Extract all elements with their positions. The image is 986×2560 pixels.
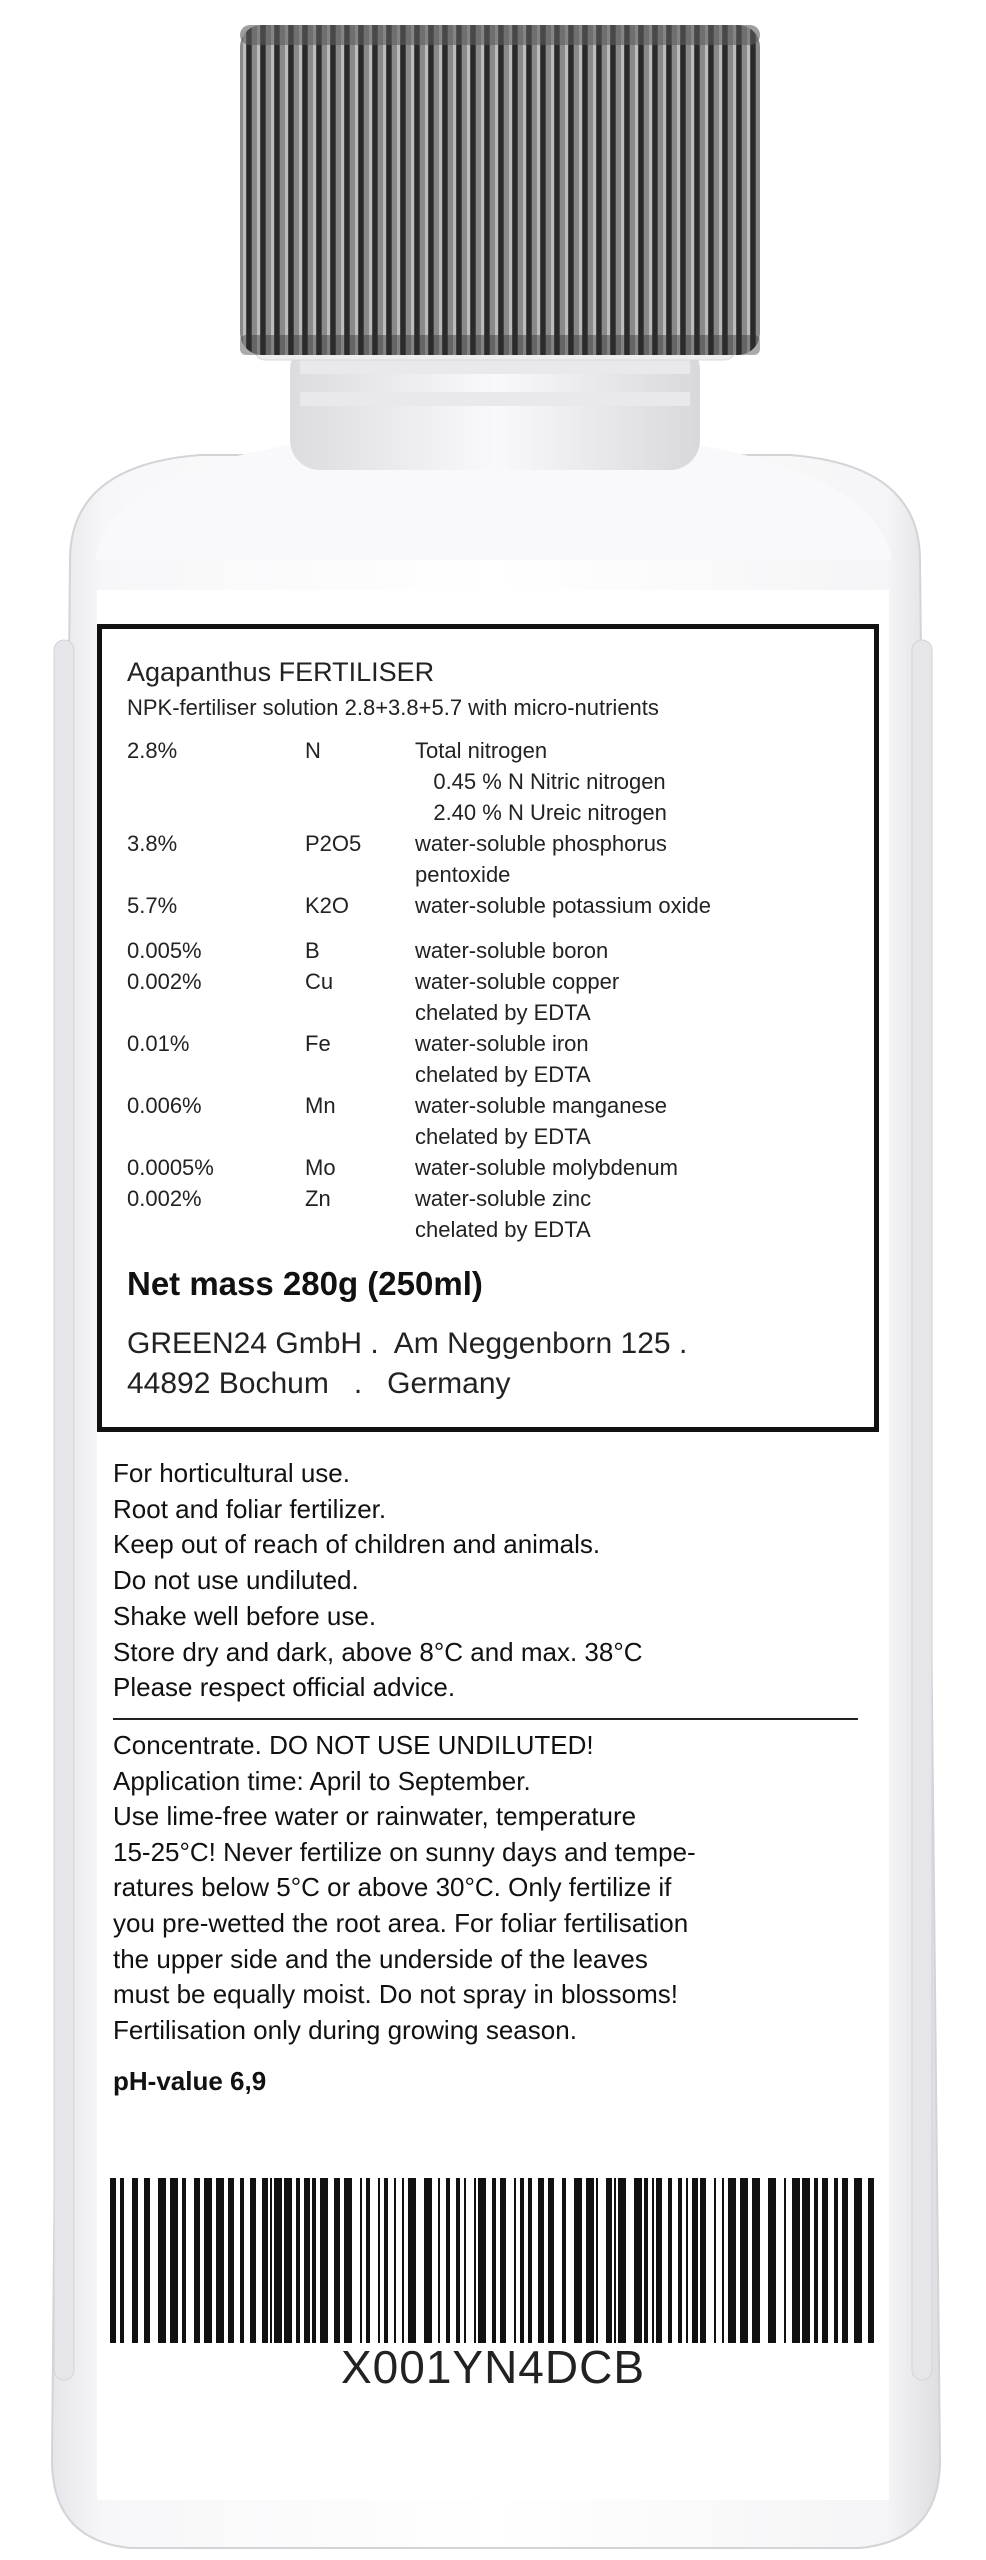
nutrient-percent: 0.005% — [127, 938, 202, 963]
barcode-bar — [408, 2178, 416, 2343]
nutrient-description: water-soluble potassium oxide — [415, 893, 711, 918]
nutrient-description: water-soluble zinc — [415, 1186, 592, 1211]
barcode-bar — [634, 2178, 642, 2343]
barcode-bar — [402, 2178, 404, 2343]
barcode-bar — [520, 2178, 524, 2343]
barcode-bar — [728, 2178, 736, 2343]
nutrient-symbol: Zn — [305, 1186, 331, 1211]
product-info-box — [97, 624, 879, 1432]
application-line: the upper side and the underside of the leaves — [113, 1943, 648, 1974]
address-line-2: 44892 Bochum . Germany — [127, 1367, 511, 1400]
address-line-1: GREEN24 GmbH . Am Neggenborn 125 . — [127, 1327, 688, 1360]
usage-line: Keep out of reach of children and animals. — [113, 1529, 601, 1560]
barcode-bar — [250, 2178, 256, 2343]
product-subtitle: NPK-fertiliser solution 2.8+3.8+5.7 with micro-nutrients — [127, 695, 659, 720]
barcode-bar — [240, 2178, 244, 2343]
barcode-bar — [228, 2178, 234, 2343]
barcode-bar — [158, 2178, 166, 2343]
nutrient-symbol: Mo — [305, 1155, 336, 1180]
barcode-bar — [312, 2178, 316, 2343]
barcode-bar — [500, 2178, 506, 2343]
barcode-bar — [194, 2178, 200, 2343]
nutrient-symbol: B — [305, 938, 320, 963]
nutrient-description: chelated by EDTA — [415, 1062, 591, 1087]
nutrient-description: chelated by EDTA — [415, 1000, 591, 1025]
nutrient-description: 2.40 % N Ureic nitrogen — [415, 800, 667, 825]
barcode-bar — [678, 2178, 682, 2343]
barcode-bar — [464, 2178, 466, 2343]
application-line: must be equally moist. Do not spray in blossoms! — [113, 1979, 679, 2010]
barcode-bar — [492, 2178, 496, 2343]
usage-line: For horticultural use. — [113, 1458, 350, 1488]
barcode-bar — [270, 2178, 272, 2343]
barcode-bar — [740, 2178, 748, 2343]
bottle-cap — [240, 25, 760, 355]
ph-value: pH-value 6,9 — [113, 2066, 267, 2096]
barcode-bar — [814, 2178, 818, 2343]
barcode-bar — [868, 2178, 874, 2343]
barcode-bar — [296, 2178, 300, 2343]
barcode — [110, 2178, 876, 2343]
barcode-bar — [182, 2178, 186, 2343]
barcode-bar — [574, 2178, 582, 2343]
usage-line: Shake well before use. — [113, 1600, 377, 1631]
barcode-bar — [170, 2178, 178, 2343]
barcode-bar — [456, 2178, 460, 2343]
nutrient-description: water-soluble manganese — [415, 1093, 667, 1118]
barcode-bar — [262, 2178, 268, 2343]
barcode-bar — [216, 2178, 224, 2343]
nutrient-description: water-soluble copper — [415, 969, 620, 994]
barcode-bar — [132, 2178, 138, 2343]
nutrient-percent: 0.002% — [127, 1186, 202, 1211]
nutrient-symbol: Fe — [305, 1031, 331, 1056]
nutrient-description: Total nitrogen — [415, 738, 548, 763]
nutrient-percent: 3.8% — [127, 831, 178, 856]
barcode-bar — [446, 2178, 450, 2343]
barcode-bar — [304, 2178, 310, 2343]
barcode-bar — [366, 2178, 370, 2343]
barcode-bar — [548, 2178, 554, 2343]
application-line: ratures below 5°C or above 30°C. Only fertilize if — [113, 1872, 672, 1903]
barcode-bar — [656, 2178, 662, 2343]
net-mass: Net mass 280g (250ml) — [127, 1265, 483, 1302]
nutrient-description: pentoxide — [415, 862, 511, 887]
barcode-bar — [668, 2178, 672, 2343]
barcode-bar — [792, 2178, 800, 2343]
barcode-bar — [424, 2178, 432, 2343]
barcode-bar — [528, 2178, 532, 2343]
barcode-bar — [478, 2178, 486, 2343]
barcode-bar — [854, 2178, 862, 2343]
barcode-bar — [700, 2178, 706, 2343]
usage-line: Please respect official advice. — [113, 1672, 456, 1703]
nutrient-symbol: P2O5 — [305, 831, 362, 856]
barcode-bar — [692, 2178, 698, 2343]
barcode-bar — [596, 2178, 598, 2343]
nutrient-percent: 5.7% — [127, 893, 178, 918]
nutrient-symbol: K2O — [305, 893, 350, 918]
usage-line: Do not use undiluted. — [113, 1565, 359, 1596]
barcode-bar — [722, 2178, 724, 2343]
barcode-bar — [714, 2178, 716, 2343]
barcode-bar — [562, 2178, 566, 2343]
barcode-bar — [768, 2178, 776, 2343]
application-line: Concentrate. DO NOT USE UNDILUTED! — [113, 1730, 594, 1760]
barcode-bar — [474, 2178, 476, 2343]
product-title: Agapanthus FERTILISER — [127, 657, 435, 687]
application-line: Application time: April to September. — [113, 1765, 531, 1796]
nutrient-description: 0.45 % N Nitric nitrogen — [415, 769, 666, 794]
divider-line — [113, 1718, 858, 1720]
nutrient-percent: 0.01% — [127, 1031, 190, 1056]
nutrient-description: water-soluble phosphorus — [415, 831, 667, 856]
barcode-bar — [842, 2178, 848, 2343]
nutrient-percent: 0.002% — [127, 969, 202, 994]
barcode-bar — [652, 2178, 654, 2343]
barcode-bar — [384, 2178, 388, 2343]
barcode-bar — [644, 2178, 648, 2343]
barcode-bar — [538, 2178, 544, 2343]
barcode-bar — [274, 2178, 282, 2343]
barcode-bar — [334, 2178, 340, 2343]
nutrient-symbol: N — [305, 738, 321, 763]
application-line: you pre-wetted the root area. For foliar fertilisation — [113, 1908, 689, 1938]
usage-line: Store dry and dark, above 8°C and max. 38°C — [113, 1636, 643, 1667]
barcode-bar — [586, 2178, 594, 2343]
barcode-bar — [204, 2178, 212, 2343]
barcode-bar — [614, 2178, 616, 2343]
barcode-bar — [144, 2178, 150, 2343]
barcode-number: X001YN4DCB — [340, 2341, 646, 2393]
barcode-bar — [784, 2178, 786, 2343]
barcode-bar — [514, 2178, 516, 2343]
barcode-bar — [822, 2178, 828, 2343]
nutrient-percent: 0.006% — [127, 1093, 202, 1118]
barcode-bar — [284, 2178, 292, 2343]
barcode-bar — [110, 2178, 116, 2343]
barcode-bar — [802, 2178, 810, 2343]
nutrient-percent: 2.8% — [127, 738, 178, 763]
nutrient-description: chelated by EDTA — [415, 1217, 591, 1242]
barcode-bar — [752, 2178, 760, 2343]
application-line: 15-25°C! Never fertilize on sunny days and tempe- — [113, 1836, 696, 1867]
nutrient-description: chelated by EDTA — [415, 1124, 591, 1149]
application-line: Use lime-free water or rainwater, temperature — [113, 1801, 637, 1832]
barcode-bar — [320, 2178, 328, 2343]
nutrient-description: water-soluble boron — [415, 938, 609, 963]
nutrient-percent: 0.0005% — [127, 1155, 214, 1180]
nutrient-symbol: Cu — [305, 969, 334, 994]
barcode-bar — [360, 2178, 362, 2343]
barcode-bar — [120, 2178, 124, 2343]
barcode-bar — [606, 2178, 612, 2343]
nutrient-symbol: Mn — [305, 1093, 336, 1118]
nutrient-description: water-soluble iron — [415, 1031, 589, 1056]
application-line: Fertilisation only during growing season. — [113, 2014, 577, 2045]
barcode-bar — [834, 2178, 838, 2343]
barcode-bar — [438, 2178, 440, 2343]
barcode-bar — [618, 2178, 626, 2343]
barcode-bar — [344, 2178, 352, 2343]
barcode-bar — [378, 2178, 380, 2343]
barcode-bar — [686, 2178, 688, 2343]
nutrient-description: water-soluble molybdenum — [415, 1155, 678, 1180]
barcode-bar — [394, 2178, 396, 2343]
usage-line: Root and foliar fertilizer. — [113, 1493, 387, 1524]
